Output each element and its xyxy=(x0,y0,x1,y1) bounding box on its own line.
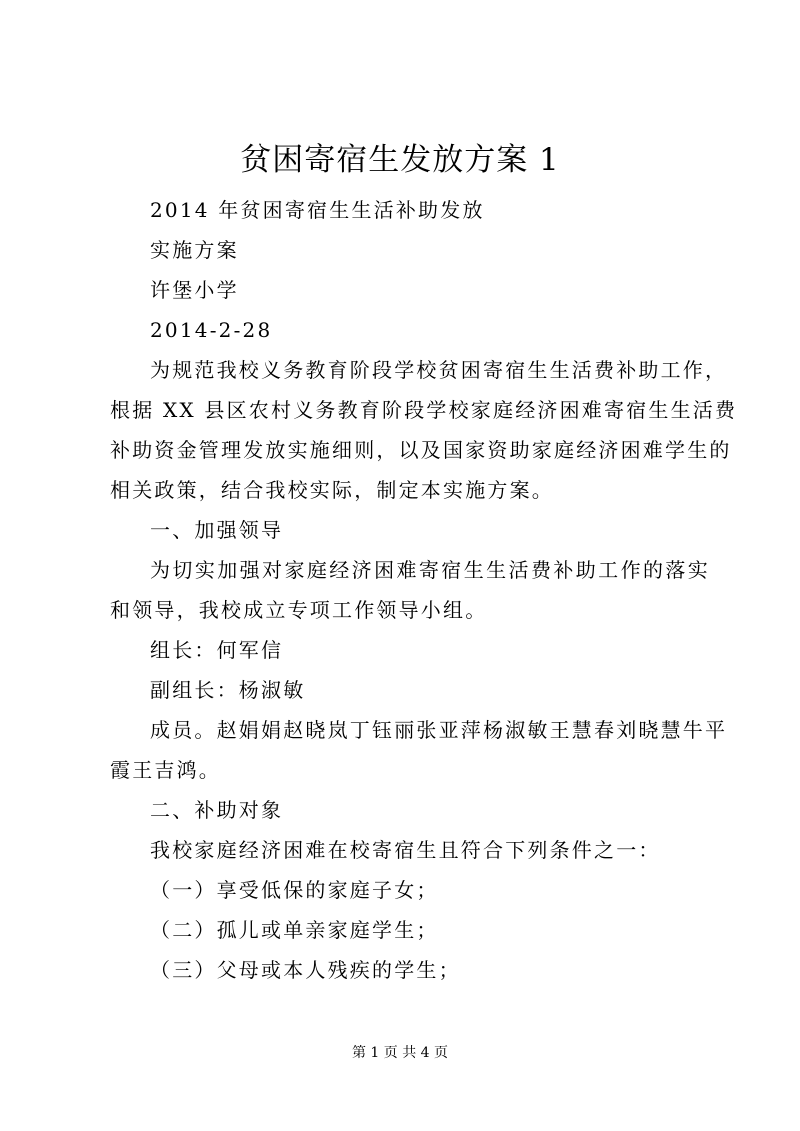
document-title: 贫困寄宿生发放方案 1 xyxy=(240,142,560,178)
paragraph-line: 为规范我校义务教育阶段学校贫困寄宿生生活费补助工作， xyxy=(150,358,728,382)
group-leader: 组长：何军信 xyxy=(150,638,284,662)
subtitle-line: 实施方案 xyxy=(150,238,239,262)
paragraph-line: 我校家庭经济困难在校寄宿生且符合下列条件之一： xyxy=(150,838,661,862)
page-number: 第 1 页 共 4 页 xyxy=(351,1045,449,1061)
subtitle-line: 2014 年贫困寄宿生生活补助发放 xyxy=(150,198,485,222)
section-heading: 一、加强领导 xyxy=(150,518,284,542)
list-item: （一）享受低保的家庭子女； xyxy=(150,878,439,902)
list-item: （三）父母或本人残疾的学生； xyxy=(150,958,461,982)
document-date: 2014-2-28 xyxy=(150,318,273,342)
members-line: 成员。赵娟娟赵晓岚丁钰丽张亚萍杨淑敏王慧春刘晓慧牛平 xyxy=(150,718,728,742)
list-item: （二）孤儿或单亲家庭学生； xyxy=(150,918,439,942)
section-heading: 二、补助对象 xyxy=(150,798,284,822)
paragraph-line: 为切实加强对家庭经济困难寄宿生生活费补助工作的落实 xyxy=(150,558,710,582)
members-line: 霞王吉鸿。 xyxy=(110,758,221,782)
paragraph-line: 和领导，我校成立专项工作领导小组。 xyxy=(110,598,488,622)
paragraph-line: 根据 XX 县区农村义务教育阶段学校家庭经济困难寄宿生生活费 xyxy=(110,398,738,422)
school-name: 许堡小学 xyxy=(150,278,239,302)
deputy-leader: 副组长：杨淑敏 xyxy=(150,678,306,702)
paragraph-line: 相关政策，结合我校实际，制定本实施方案。 xyxy=(110,478,554,502)
paragraph-line: 补助资金管理发放实施细则，以及国家资助家庭经济困难学生的 xyxy=(110,438,732,462)
